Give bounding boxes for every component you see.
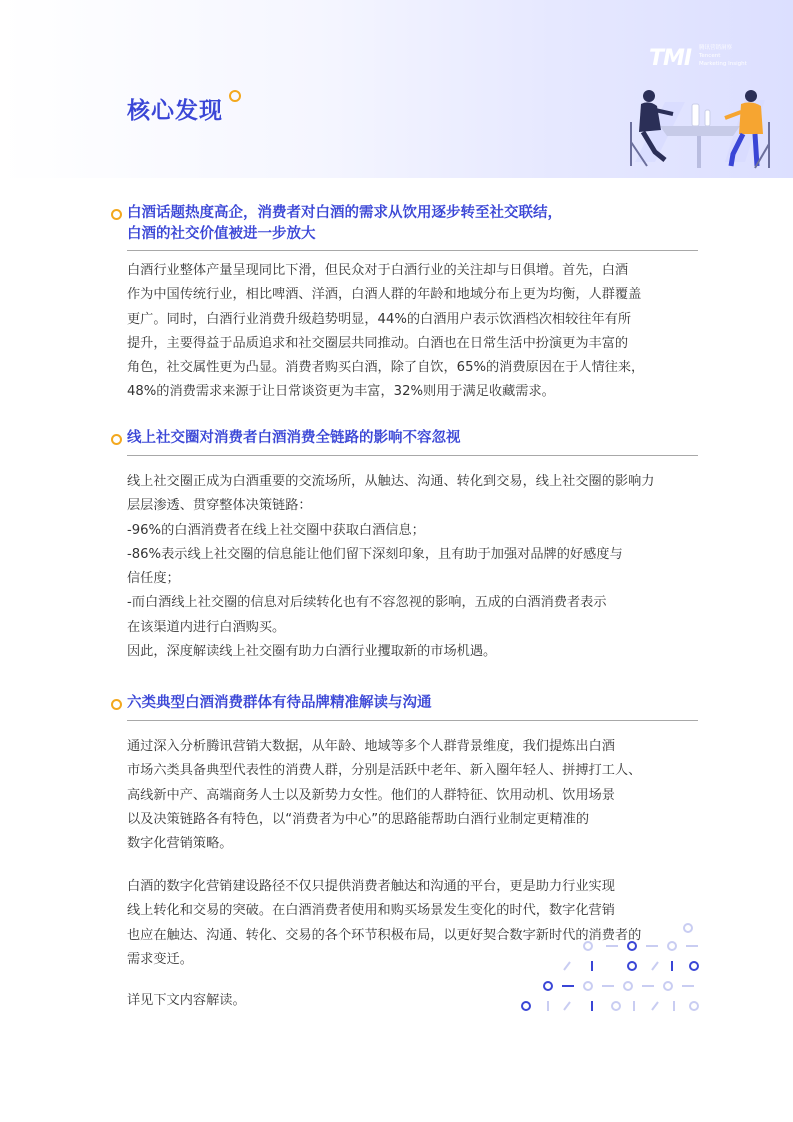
- logo-text: [699, 44, 747, 68]
- section-3-line: 也应在触达、沟通、转化、交易的各个环节积极布局，以更好契合数字新时代的消费者的: [127, 927, 642, 943]
- header-banner: [0, 0, 793, 178]
- section-2-line: 因此，深度解读线上社交圈有助力白酒行业攫取新的市场机遇。: [127, 644, 497, 660]
- section-1-title-line-2: 白酒的社交价值被进一步放大: [127, 226, 316, 242]
- section-2-divider: [127, 455, 698, 456]
- section-2-circle-icon: [111, 434, 122, 445]
- section-1-divider: [127, 250, 698, 251]
- section-3-paragraph-1: [127, 735, 691, 856]
- logo-line-cn: 腾讯营销洞察: [699, 45, 733, 51]
- section-1-title-line-1: 白酒话题热度高企，消费者对白酒的需求从饮用逐步转至社交联结，: [127, 205, 562, 221]
- section-3-line: 以及决策链路各有特色，以“消费者为中心”的思路能帮助白酒行业制定更精准的: [127, 811, 590, 827]
- meeting-illustration: [625, 82, 775, 174]
- section-2-line: 层层渗透、贯穿整体决策链路：: [127, 498, 312, 514]
- section-3-line: 详见下文内容解读。: [127, 993, 246, 1008]
- section-1-line: 白酒行业整体产量呈现同比下滑，但民众对于白酒行业的关注却与日俱增。首先，白酒: [127, 263, 629, 278]
- section-3-line: 数字化营销策略。: [127, 836, 233, 852]
- section-2-line: -96%的白酒消费者在线上社交圈中获取白酒信息；: [127, 522, 425, 538]
- section-3-circle-icon: [111, 699, 122, 710]
- section-2-line: 信任度；: [127, 571, 180, 587]
- section-3-title: 六类典型白酒消费群体有待品牌精准解读与沟通: [127, 695, 432, 711]
- logo-line-1: Tencent: [699, 53, 721, 59]
- section-1-line: 更广。同时，白酒行业消费升级趋势明显，44%的白酒用户表示饮酒档次相较往年有所: [127, 311, 632, 327]
- section-1-line: 提升，主要得益于品质追求和社交圈层共同推动。白酒也在日常生活中扮演更为丰富的: [127, 335, 629, 351]
- title-circle-icon: [229, 90, 241, 102]
- section-3-line: 线上转化和交易的突破。在白酒消费者使用和购买场景发生变化的时代，数字化营销: [127, 903, 615, 919]
- section-2-title: 线上社交圈对消费者白酒消费全链路的影响不容忽视: [127, 430, 461, 446]
- section-2-line: 线上社交圈正成为白酒重要的交流场所，从触达、沟通、转化到交易，线上社交圈的影响力: [127, 474, 655, 489]
- logo-mark: TMI: [649, 46, 692, 71]
- section-3-line: 高线新中产、高端商务人士以及新势力女性。他们的人群特征、饮用动机、饮用场景: [127, 787, 615, 803]
- decorative-pattern: [518, 918, 708, 1018]
- section-1-line: 作为中国传统行业，相比啤酒、洋酒，白酒人群的年龄和地域分布上更为均衡，人群覆盖: [127, 287, 642, 303]
- section-3-line: 需求变迁。: [127, 951, 193, 967]
- section-2-line: -而白酒线上社交圈的信息对后续转化也有不容忽视的影响，五成的白酒消费者表示: [127, 595, 607, 611]
- section-1-line: 48%的消费需求来源于让日常谈资更为丰富，32%则用于满足收藏需求。: [127, 384, 555, 400]
- page-title: 核心发现: [127, 98, 223, 124]
- section-2-line: -86%表示线上社交圈的信息能让他们留下深刻印象，且有助于加强对品牌的好感度与: [127, 546, 623, 562]
- section-3-line: 白酒的数字化营销建设路径不仅只提供消费者触达和沟通的平台，更是助力行业实现: [127, 879, 615, 894]
- section-3-divider: [127, 720, 698, 721]
- section-3-line: 通过深入分析腾讯营销大数据，从年龄、地域等多个人群背景维度，我们提炼出白酒: [127, 739, 615, 754]
- section-3-line: 市场六类具备典型代表性的消费人群，分别是活跃中老年、新入圈年轻人、拼搏打工人、: [127, 763, 642, 779]
- section-1-circle-icon: [111, 209, 122, 220]
- section-2-line: 在该渠道内进行白酒购买。: [127, 619, 286, 635]
- section-1-paragraph: [127, 259, 691, 405]
- tmi-logo: [649, 44, 759, 74]
- section-1-line: 角色，社交属性更为凸显。消费者购买白酒，除了自饮，65%的消费原因在于人情往来，: [127, 360, 645, 376]
- logo-line-2: Marketing Insight: [699, 61, 747, 67]
- section-2-paragraph: [127, 470, 691, 664]
